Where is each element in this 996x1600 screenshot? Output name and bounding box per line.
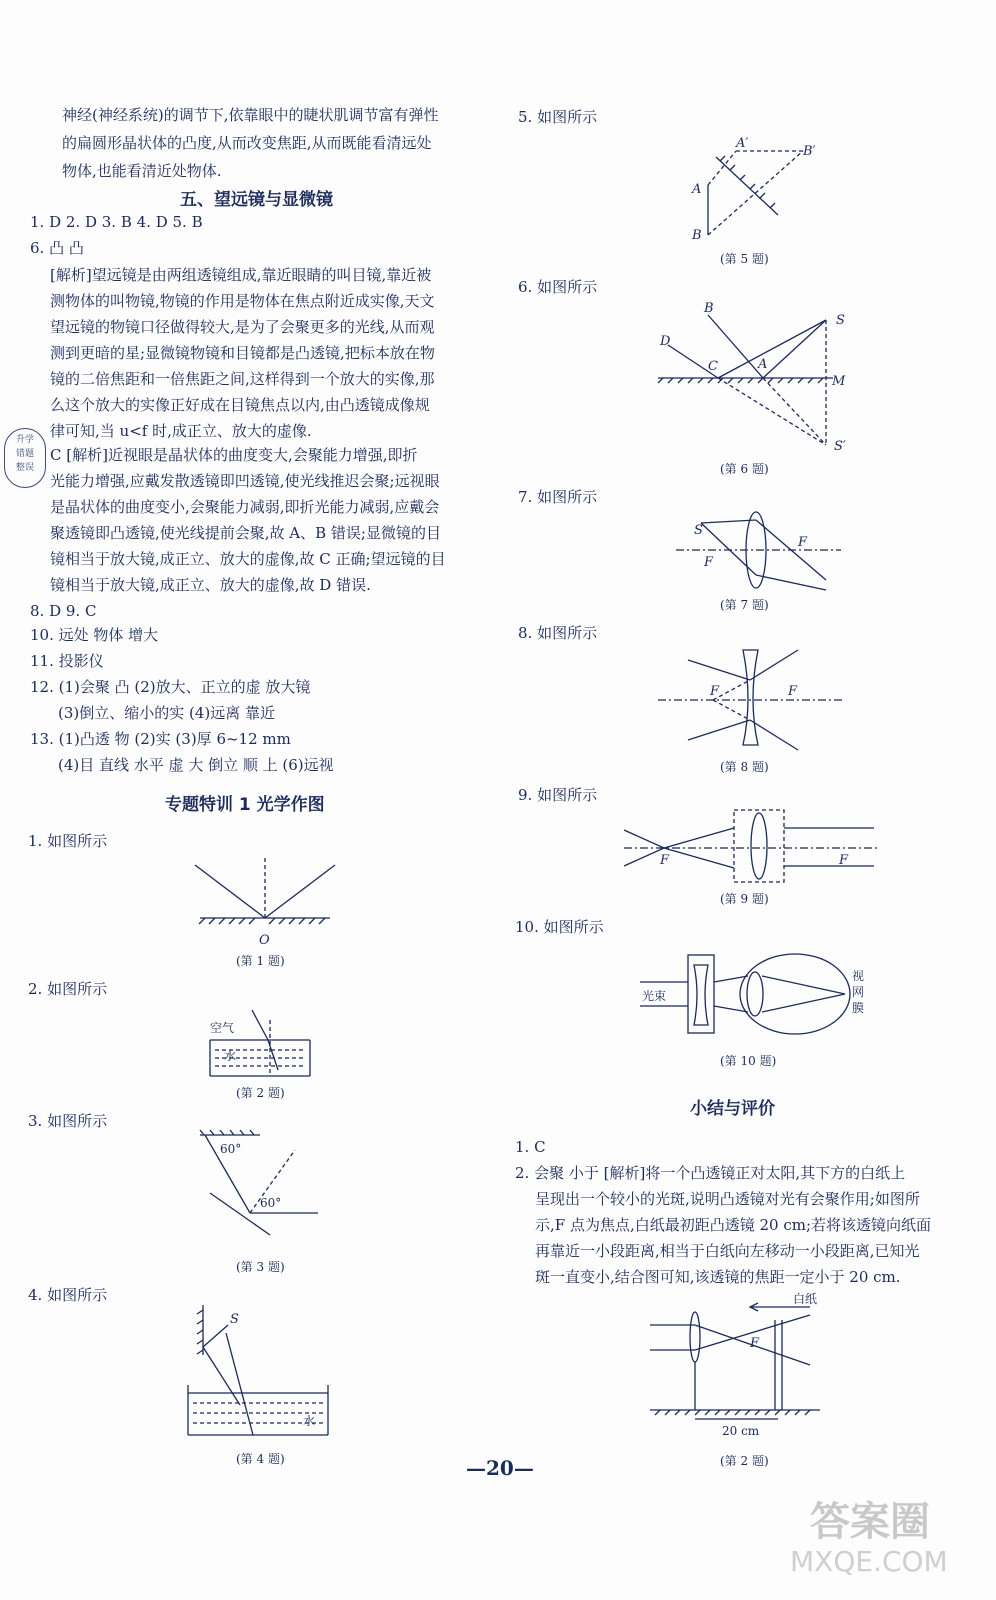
analysis-line: 镜相当于放大镜,成正立、放大的虚像,故 C 正确;望远镜的目 (50, 550, 446, 568)
analysis-line: [解析]望远镜是由两组透镜组成,靠近眼睛的叫目镜,靠近被 (50, 266, 432, 284)
section-title: 五、望远镜与显微镜 (180, 190, 333, 210)
question-label: 6. 如图所示 (518, 278, 598, 296)
figure-caption: (第 8 题) (720, 760, 769, 774)
figure-4 (188, 1305, 338, 1445)
answer-line: 13. (1)凸透 物 (2)实 (3)厚 6~12 mm (30, 730, 291, 748)
answer-line: 1. D 2. D 3. B 4. D 5. B (30, 213, 203, 231)
figure-caption: (第 10 题) (720, 1054, 777, 1068)
label-water: 水 (303, 1414, 316, 1428)
label-o: O (259, 933, 270, 948)
answer-line: 6. 凸 凸 (30, 239, 84, 257)
analysis-line: 律可知,当 u<f 时,成正立、放大的虚像. (50, 422, 312, 440)
answer-line: 2. 会聚 小于 [解析]将一个凸透镜正对太阳,其下方的白纸上 (515, 1164, 906, 1182)
label-light: 光束 (642, 989, 667, 1003)
analysis-line: 镜相当于放大镜,成正立、放大的虚像,故 D 错误. (50, 576, 371, 594)
label-f: F (750, 1336, 760, 1351)
figure-6 (658, 300, 858, 460)
page-number: —20— (466, 1456, 534, 1480)
watermark: 答案圈 (810, 1499, 930, 1545)
handwritten-stamp: 升学 错题 整误 (4, 428, 46, 488)
analysis-line: 再靠近一小段距离,相当于白纸向左移动一小段距离,已知光 (535, 1242, 920, 1260)
answer-line: 12. (1)会聚 凸 (2)放大、正立的虚 放大镜 (30, 678, 311, 696)
label-f: F (839, 853, 849, 868)
figure-1 (195, 850, 345, 950)
figure-caption: (第 2 题) (720, 1454, 769, 1468)
figure-caption: (第 1 题) (236, 954, 285, 968)
label-f: F (710, 684, 720, 699)
text-line: 的扁圆形晶状体的凸度,从而改变焦距,从而既能看清远处 (62, 134, 432, 152)
label-a: A (692, 182, 702, 197)
label-water: 水 (224, 1049, 237, 1063)
figure-caption: (第 7 题) (720, 598, 769, 612)
label-angle: 60° (220, 1142, 242, 1156)
figure-7 (676, 510, 846, 595)
label-retina: 网 (852, 985, 865, 999)
analysis-line: 斑一直变小,结合图可知,该透镜的焦距一定小于 20 cm. (535, 1268, 901, 1286)
figure-caption: (第 4 题) (236, 1452, 285, 1466)
analysis-line: 呈现出一个较小的光斑,说明凸透镜对光有会聚作用;如图所 (535, 1190, 920, 1208)
label-d: D (660, 334, 671, 349)
label-b: B (704, 301, 714, 316)
analysis-line: 么这个放大的实像正好成在目镜焦点以内,由凸透镜成像规 (50, 396, 430, 414)
section-title: 专题特训 1 光学作图 (165, 795, 325, 815)
figure-caption: (第 6 题) (720, 462, 769, 476)
label-air: 空气 (210, 1021, 235, 1035)
label-a-prime: A′ (736, 136, 749, 151)
question-label: 5. 如图所示 (518, 108, 598, 126)
question-label: 2. 如图所示 (28, 980, 108, 998)
label-retina: 视 (852, 969, 865, 983)
label-f: F (660, 853, 670, 868)
label-b-prime: B′ (803, 144, 816, 159)
figure-10 (640, 950, 880, 1040)
answer-line: (4)目 直线 水平 虚 大 倒立 顺 上 (6)远视 (58, 756, 334, 774)
label-b: B (692, 228, 702, 243)
answer-line: 11. 投影仪 (30, 652, 104, 670)
figure-2 (210, 1000, 320, 1080)
question-label: 7. 如图所示 (518, 488, 598, 506)
analysis-line: 光能力增强,应戴发散透镜即凹透镜,使光线推迟会聚;远视眼 (50, 472, 440, 490)
answer-line: (3)倒立、缩小的实 (4)远离 靠近 (58, 704, 276, 722)
figure-summary-2 (650, 1292, 840, 1445)
label-s: S (694, 523, 703, 538)
analysis-line: 测物体的叫物镜,物镜的作用是物体在焦点附近成实像,天文 (50, 292, 435, 310)
figure-5 (688, 135, 828, 250)
label-f: F (798, 535, 808, 550)
analysis-line: 聚透镜即凸透镜,使光线提前会聚,故 A、B 错误;显微镜的目 (50, 524, 441, 542)
question-label: 1. 如图所示 (28, 832, 108, 850)
label-distance: 20 cm (722, 1424, 760, 1438)
label-s: S (230, 1312, 239, 1327)
label-f: F (704, 555, 714, 570)
figure-8 (658, 645, 848, 755)
label-angle: 60° (260, 1196, 282, 1210)
analysis-line: 示,F 点为焦点,白纸最初距凸透镜 20 cm;若将该透镜向纸面 (535, 1216, 932, 1234)
section-title: 小结与评价 (690, 1099, 775, 1119)
watermark-url: MXQE.COM (790, 1545, 948, 1578)
answer-line: 10. 远处 物体 增大 (30, 626, 159, 644)
question-label: 4. 如图所示 (28, 1286, 108, 1304)
text-line: 神经(神经系统)的调节下,依靠眼中的睫状肌调节富有弹性 (62, 106, 439, 124)
analysis-line: C [解析]近视眼是晶状体的曲度变大,会聚能力增强,即折 (50, 446, 418, 464)
figure-caption: (第 2 题) (236, 1086, 285, 1100)
question-label: 8. 如图所示 (518, 624, 598, 642)
figure-caption: (第 3 题) (236, 1260, 285, 1274)
figure-9 (624, 808, 884, 888)
analysis-line: 望远镜的物镜口径做得较大,是为了会聚更多的光线,从而观 (50, 318, 435, 336)
figure-3 (200, 1135, 330, 1245)
analysis-line: 是晶状体的曲度变小,会聚能力减弱,即折光能力减弱,应戴会 (50, 498, 440, 516)
label-m: M (832, 374, 846, 389)
label-s-prime: S′ (834, 439, 846, 454)
label-f: F (788, 684, 798, 699)
analysis-line: 测到更暗的星;显微镜物镜和目镜都是凸透镜,把标本放在物 (50, 344, 435, 362)
label-a: A (758, 357, 768, 372)
label-paper: 白纸 (793, 1292, 818, 1306)
label-c: C (708, 359, 718, 374)
label-s: S (836, 313, 845, 328)
figure-caption: (第 9 题) (720, 892, 769, 906)
figure-caption: (第 5 题) (720, 252, 769, 266)
answer-line: 1. C (515, 1138, 546, 1156)
question-label: 3. 如图所示 (28, 1112, 108, 1130)
answer-line: 8. D 9. C (30, 602, 97, 620)
label-retina: 膜 (852, 1001, 865, 1015)
text-line: 物体,也能看清近处物体. (62, 162, 222, 180)
question-label: 10. 如图所示 (515, 918, 604, 936)
analysis-line: 镜的二倍焦距和一倍焦距之间,这样得到一个放大的实像,那 (50, 370, 435, 388)
question-label: 9. 如图所示 (518, 786, 598, 804)
